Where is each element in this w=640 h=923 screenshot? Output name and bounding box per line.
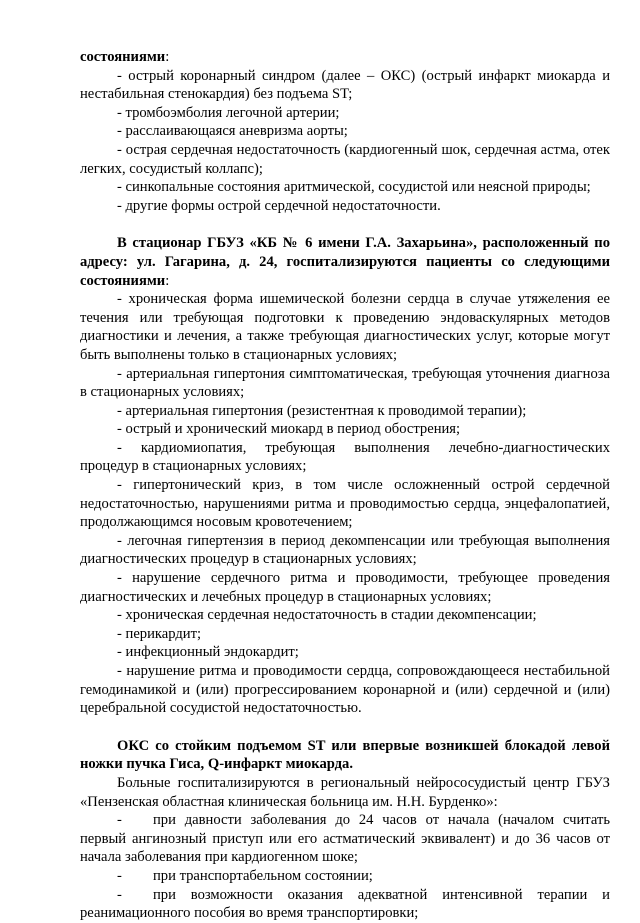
section2-item: - легочная гипертензия в период декомпенсации или требующая выполнения диагностических процедур в стационарных условиях; — [80, 532, 610, 568]
section2-item: - артериальная гипертония симптоматическая, требующая уточнения диагноза в стационарных условиях; — [80, 365, 610, 401]
section2-heading — [80, 234, 610, 290]
section2-item: - нарушение сердечного ритма и проводимости, требующее проведения диагностических и лечебных процедур в стационарных условиях; — [80, 570, 610, 605]
section2-item: - кардиомиопатия, требующая выполнения лечебно-диагностических процедур в стационарных условиях; — [80, 439, 610, 475]
section3-item-text: при транспортабельном состоянии; — [153, 867, 373, 884]
section3-item-text: при давности заболевания до 24 часов от начала (началом считать первый ангинозный приступ или его астматический эквивалент) и до 36 часов от начала заболевания при кардиогенном шоке; — [80, 812, 610, 866]
section1-item: - другие формы острой сердечной недостаточности. — [117, 197, 441, 214]
section2-item: - острый и хронический миокард в период обострения; — [117, 421, 461, 438]
section1-item: - тромбоэмболия легочной артерии; — [117, 104, 340, 121]
section2-item: - хроническая сердечная недостаточность в стадии декомпенсации; — [117, 607, 537, 624]
section2-item: - перикардит; — [117, 625, 202, 642]
section1-heading — [80, 48, 610, 67]
section2-heading-colon: : — [165, 272, 170, 289]
section2-item: - артериальная гипертония (резистентная к проводимой терапии); — [117, 402, 527, 419]
list-dash: - — [117, 886, 122, 903]
section1-item: - расслаивающаяся аневризма аорты; — [117, 123, 348, 140]
section2-item: - инфекционный эндокардит; — [117, 644, 299, 661]
section2-item: - нарушение ритма и проводимости сердца, сопровождающееся нестабильной гемодинамикой и (или) прогрессированием коронарной и (или) сердечной и (или) церебральной сосудистой недостаточностью. — [80, 663, 610, 717]
section2-heading-text: В стационар ГБУЗ «КБ № 6 имени Г.А. Захарьина», расположенный по адресу: ул. Гагарина, д. 24, госпитализируются пациенты со следующими состояниями — [80, 235, 610, 289]
section1-heading-colon: : — [165, 49, 170, 65]
section1-item: - острый коронарный синдром (далее – ОКС) (острый инфаркт миокарда и нестабильная стенокардия) без подъема ST; — [80, 67, 610, 103]
list-dash: - — [117, 812, 122, 829]
list-dash: - — [117, 867, 122, 884]
section3-item-text: при возможности оказания адекватной интенсивной терапии и реанимационного пособия во время транспортировки; — [80, 886, 610, 922]
section2-item: - гипертонический криз, в том числе осложненный острой сердечной недостаточностью, нарушениями ритма и проводимостью сердца, энцефалопатией, продолжающимся носовым кровотечением; — [80, 477, 610, 531]
section3-heading: ОКС со стойким подъемом ST или впервые возникшей блокадой левой ножки пучка Гиса, Q-инфаркт миокарда. — [80, 737, 610, 773]
document-body — [80, 48, 610, 923]
paragraph-gap — [80, 718, 610, 737]
section3-intro: Больные госпитализируются в региональный нейрососудистый центр ГБУЗ «Пензенская областная клиническая больница им. Н.Н. Бурденко»: — [80, 774, 610, 810]
section1-item: - острая сердечная недостаточность (кардиогенный шок, сердечная астма, отек легких, сосудистый коллапс); — [80, 141, 610, 177]
section1-heading-text: состояниями — [80, 49, 166, 65]
paragraph-gap — [80, 215, 610, 234]
section3-item — [80, 811, 610, 867]
section1-item: - синкопальные состояния аритмической, сосудистой или неясной природы; — [117, 179, 591, 196]
section3-item — [80, 886, 610, 923]
section3-item — [80, 867, 610, 886]
section2-item: - хроническая форма ишемической болезни сердца в случае утяжеления ее течения или требующая подготовки к проведению эндоваскулярных методов диагностики и лечения, а также требующая диагностических услуг, которые могут быть выполнены только в стационарных условиях; — [80, 291, 610, 363]
